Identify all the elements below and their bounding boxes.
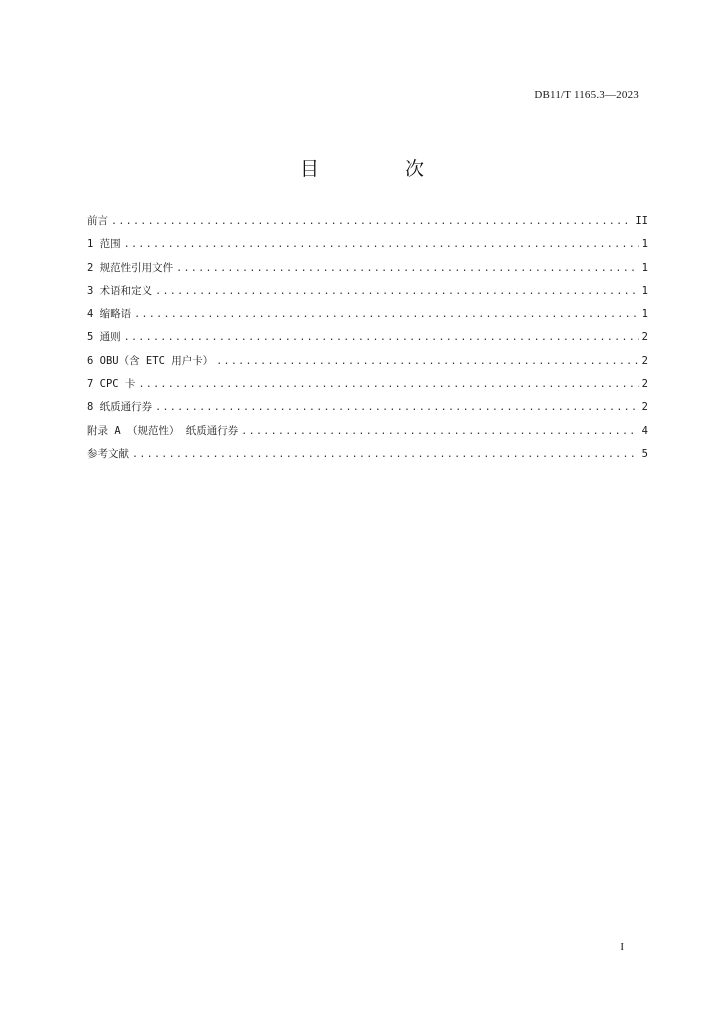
toc-entry-page: 2 <box>641 331 648 344</box>
toc-leader-dots <box>155 396 639 419</box>
toc-entry-cpc-card[interactable] <box>87 373 648 396</box>
page-number: I <box>620 941 624 953</box>
toc-leader-dots <box>124 233 639 256</box>
toc-entry-foreword[interactable] <box>87 210 648 233</box>
toc-leader-dots <box>124 326 639 349</box>
toc-entry-label: 1 范围 <box>87 238 121 251</box>
toc-entry-abbreviations[interactable] <box>87 303 648 326</box>
toc-entry-terms[interactable] <box>87 280 648 303</box>
toc-entry-general[interactable] <box>87 326 648 349</box>
toc-entry-label: 5 通则 <box>87 331 121 344</box>
toc-entry-page: 1 <box>641 308 648 321</box>
toc-entry-page: 5 <box>641 447 648 460</box>
toc-entry-scope[interactable] <box>87 233 648 256</box>
toc-entry-page: 4 <box>641 424 648 437</box>
toc-leader-dots <box>176 257 639 280</box>
toc-entry-label: 3 术语和定义 <box>87 284 153 297</box>
document-code: DB11/T 1165.3—2023 <box>534 89 639 101</box>
toc-leader-dots <box>134 303 639 326</box>
toc-entry-page: 1 <box>641 284 648 297</box>
toc-entry-label: 2 规范性引用文件 <box>87 261 174 274</box>
toc-leader-dots <box>241 420 638 443</box>
toc-entry-page: II <box>635 215 648 227</box>
page-title: 目 次 <box>299 158 465 180</box>
toc-leader-dots <box>132 443 639 466</box>
toc-entry-label: 8 纸质通行券 <box>87 401 153 414</box>
toc-leader-dots <box>138 373 638 396</box>
table-of-contents <box>87 210 648 466</box>
toc-entry-appendix-a[interactable] <box>87 420 648 443</box>
toc-entry-page: 1 <box>641 238 648 251</box>
toc-entry-page: 1 <box>641 261 648 274</box>
toc-entry-label: 附录 A （规范性） 纸质通行券 <box>87 424 239 437</box>
toc-leader-dots <box>216 350 638 373</box>
toc-entry-obu[interactable] <box>87 350 648 373</box>
toc-entry-label: 前言 <box>87 215 108 227</box>
toc-entry-label: 7 CPC 卡 <box>87 378 136 391</box>
toc-entry-label: 参考文献 <box>87 447 129 460</box>
toc-entry-normative-references[interactable] <box>87 257 648 280</box>
toc-entry-page: 2 <box>641 354 648 367</box>
toc-entry-label: 6 OBU（含 ETC 用户卡） <box>87 354 214 367</box>
toc-entry-page: 2 <box>641 401 648 414</box>
toc-entry-page: 2 <box>641 378 648 391</box>
toc-entry-bibliography[interactable] <box>87 443 648 466</box>
toc-leader-dots <box>155 280 639 303</box>
toc-leader-dots <box>111 210 632 233</box>
toc-entry-paper-ticket[interactable] <box>87 396 648 419</box>
toc-entry-label: 4 缩略语 <box>87 308 132 321</box>
